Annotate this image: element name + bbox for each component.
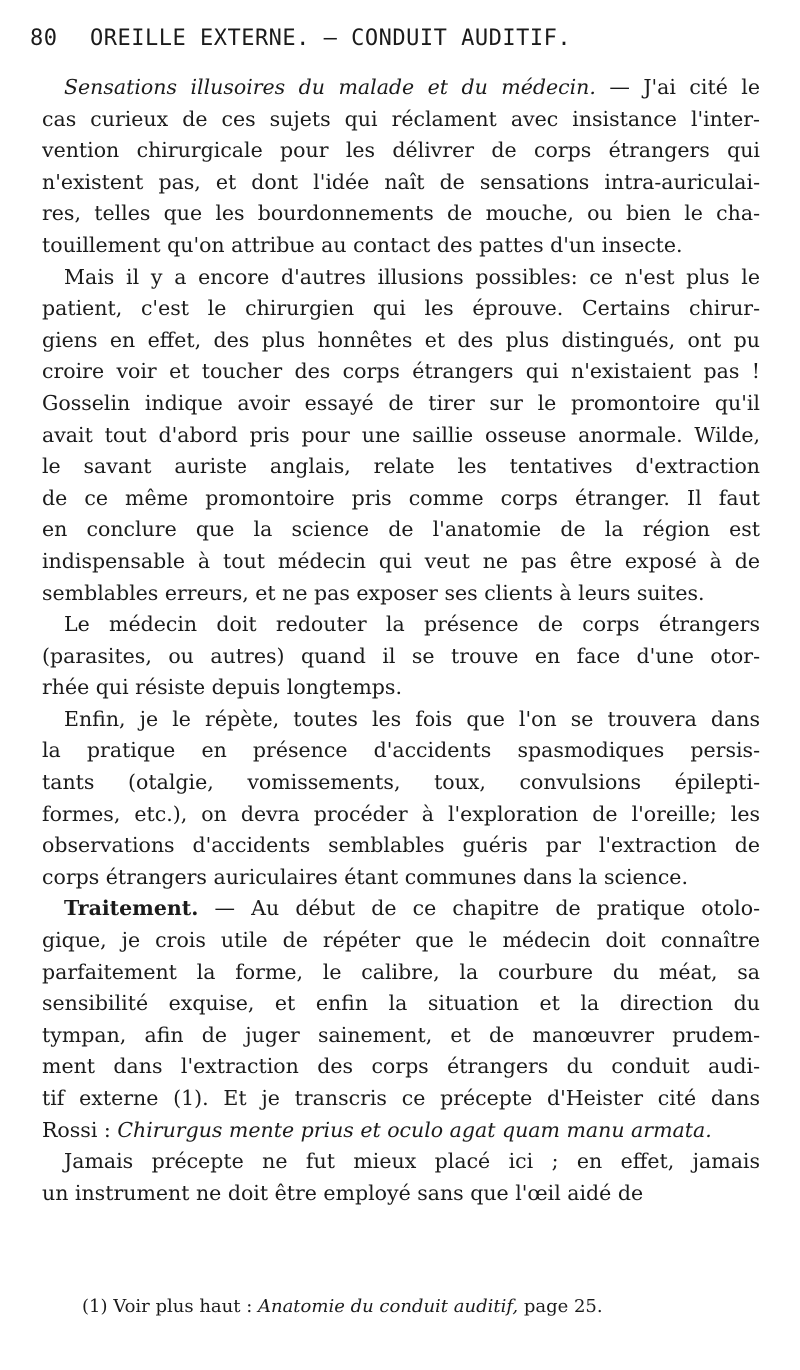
text-line	[42, 1020, 760, 1052]
italic-run: Sensations illusoires du malade et du médecin.	[64, 75, 596, 99]
text-run: vention chirurgicale pour les délivrer de corps étrangers qui	[42, 138, 760, 163]
text-run: corps étrangers auriculaires étant communes dans la science.	[42, 864, 688, 889]
text-line	[42, 198, 760, 230]
text-run: Mais il y a encore d'autres illusions possibles: ce n'est plus le	[64, 264, 760, 289]
text-line	[42, 578, 760, 610]
text-run: croire voir et toucher des corps étrangers qui n'existaient pas !	[42, 359, 760, 384]
text-run: formes, etc.), on devra procéder à l'exploration de l'oreille; les	[42, 801, 760, 826]
text-line	[42, 546, 760, 578]
page-number: 80	[30, 26, 58, 51]
text-run: en conclure que la science de l'anatomie de la région est	[42, 517, 760, 542]
text-line	[42, 356, 760, 388]
running-title: OREILLE EXTERNE. — CONDUIT AUDITIF.	[90, 26, 572, 51]
text-run: rhée qui résiste depuis longtemps.	[42, 675, 402, 700]
text-line	[42, 483, 760, 515]
text-run: gique, je crois utile de répéter que le médecin doit connaître	[42, 928, 760, 953]
text-run: observations d'accidents semblables guéris par l'extraction de	[42, 833, 760, 858]
text-line	[42, 862, 760, 894]
text-line	[42, 1178, 760, 1210]
text-line	[42, 167, 760, 199]
text-line	[42, 641, 760, 673]
text-line	[42, 609, 760, 641]
text-run: tants (otalgie, vomissements, toux, convulsions épilepti-	[42, 770, 760, 795]
text-line	[42, 420, 760, 452]
text-run: patient, c'est le chirurgien qui les éprouve. Certains chirur-	[42, 296, 760, 321]
text-run: ment dans l'extraction des corps étrangers du conduit audi-	[42, 1054, 760, 1079]
text-run: sensibilité exquise, et enfin la situation et la direction du	[42, 991, 760, 1016]
text-run: Gosselin indique avoir essayé de tirer sur le promontoire qu'il	[42, 390, 760, 415]
page-header	[30, 26, 750, 51]
text-run: (parasites, ou autres) quand il se trouve en face d'une otor-	[42, 643, 760, 668]
text-line	[42, 830, 760, 862]
text-run: — J'ai cité le	[595, 75, 760, 99]
text-line	[42, 1146, 760, 1178]
text-line	[42, 893, 760, 925]
text-line	[42, 388, 760, 420]
footnote-lead: (1) Voir plus haut :	[82, 1296, 258, 1317]
text-run: Le médecin doit redouter la présence de corps étrangers	[64, 612, 760, 637]
text-line	[42, 672, 760, 704]
text-run: — Au début de ce chapitre de pratique otolo-	[198, 896, 760, 921]
text-run: Jamais précepte ne fut mieux placé ici ; en effet, jamais	[64, 1149, 760, 1174]
text-run: un instrument ne doit être employé sans que l'œil aidé de	[42, 1180, 644, 1205]
text-line	[42, 988, 760, 1020]
text-line	[42, 1115, 760, 1147]
footnote-reference-title: Anatomie du conduit auditif,	[257, 1296, 519, 1317]
text-line	[42, 925, 760, 957]
text-run: res, telles que les bourdonnements de mouche, ou bien le cha-	[42, 201, 760, 226]
text-line	[42, 957, 760, 989]
text-run: tympan, afin de juger sainement, et de manœuvrer prudem-	[42, 1022, 760, 1047]
text-run: cas curieux de ces sujets qui réclament avec insistance l'inter-	[42, 106, 760, 131]
text-line	[42, 1083, 760, 1115]
text-run: giens en effet, des plus honnêtes et des plus distingués, ont pu	[42, 327, 760, 352]
text-run: n'existent pas, et dont l'idée naît de sensations intra-auriculai-	[42, 169, 760, 194]
text-line	[42, 262, 760, 294]
bold-run: Traitement.	[64, 896, 199, 921]
text-run: la pratique en présence d'accidents spasmodiques persis-	[42, 738, 760, 763]
text-line	[42, 799, 760, 831]
text-line	[42, 293, 760, 325]
text-run: Enfin, je le répète, toutes les fois que l'on se trouvera dans	[64, 706, 760, 731]
text-line	[42, 735, 760, 767]
text-run: indispensable à tout médecin qui veut ne pas être exposé à de	[42, 548, 760, 573]
text-line	[42, 230, 760, 262]
footnote	[82, 1296, 722, 1317]
text-line	[42, 325, 760, 357]
text-line	[42, 767, 760, 799]
text-line	[42, 704, 760, 736]
text-line	[42, 72, 760, 104]
text-line	[42, 104, 760, 136]
text-run: semblables erreurs, et ne pas exposer ses clients à leurs suites.	[42, 580, 705, 605]
text-line	[42, 451, 760, 483]
italic-run: Chirurgus mente prius et oculo agat quam manu armata.	[117, 1117, 712, 1142]
text-line	[42, 1051, 760, 1083]
text-run: le savant auriste anglais, relate les tentatives d'extraction	[42, 454, 760, 479]
text-run: parfaitement la forme, le calibre, la courbure du méat, sa	[42, 959, 760, 984]
text-run: de ce même promontoire pris comme corps étranger. Il faut	[42, 485, 760, 510]
footnote-tail: page 25.	[518, 1296, 603, 1317]
text-run: touillement qu'on attribue au contact des pattes d'un insecte.	[42, 232, 683, 257]
text-run: avait tout d'abord pris pour une saillie osseuse anormale. Wilde,	[42, 422, 760, 447]
body-text	[42, 72, 760, 1209]
text-run: tif externe (1). Et je transcris ce précepte d'Heister cité dans	[42, 1086, 760, 1110]
text-run: Rossi :	[42, 1117, 118, 1142]
text-line	[42, 135, 760, 167]
text-line	[42, 514, 760, 546]
